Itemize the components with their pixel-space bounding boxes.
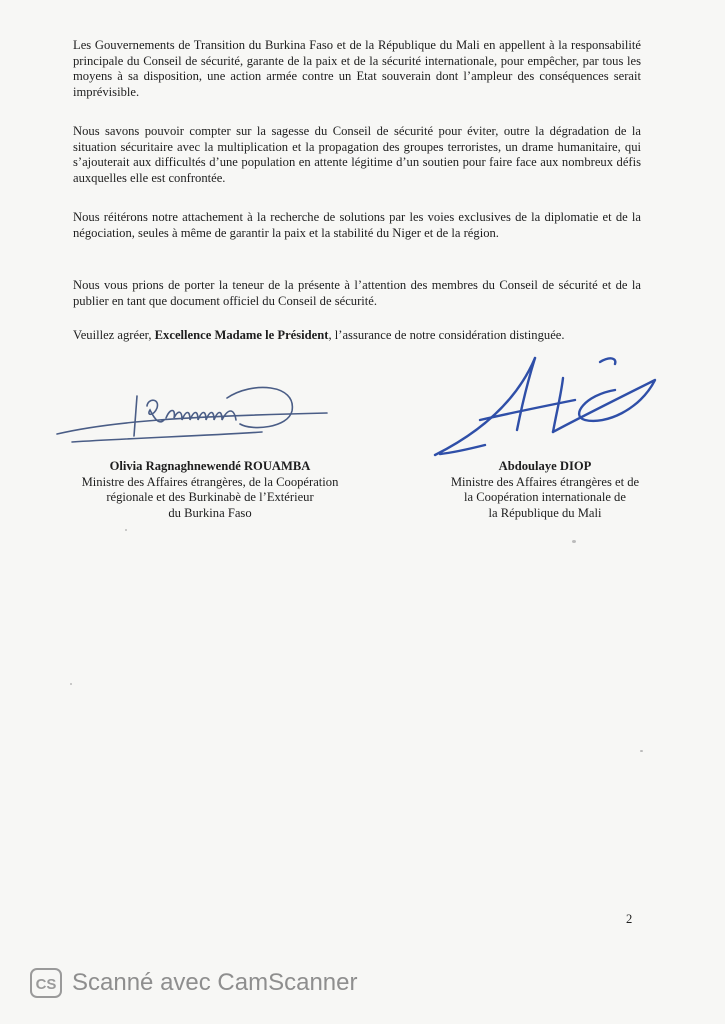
left-signature-image <box>52 376 342 456</box>
scan-speck <box>640 750 643 752</box>
closing-paragraph <box>73 328 653 344</box>
paragraph-3: Nous réitérons notre attachement à la recherche de solutions par les voies exclusives de la diplomatie et de la négociation, seules à même de garantir la paix et la stabilité du Niger et de la région. <box>73 210 641 240</box>
closing-text-before: Veuillez agréer, <box>73 328 155 342</box>
right-signature-image <box>425 350 665 470</box>
left-signatory-title-line-2: régionale et des Burkinabè de l’Extérieur <box>106 490 314 505</box>
right-signatory-title-line-3: la République du Mali <box>488 505 602 520</box>
scan-speck <box>125 529 127 531</box>
paragraph-2: Nous savons pouvoir compter sur la sagesse du Conseil de sécurité pour éviter, outre la dégradation de la situation sécuritaire avec la multiplication et la propagation des groupes terroristes, un drame humanitaire, qui s’ajouterait aux difficultés d’une population en attente légitime d’un soutien pour faire face aux nombreux défis auxquelles elle est confrontée. <box>73 124 641 185</box>
left-signatory-title-line-1: Ministre des Affaires étrangères, de la Coopération <box>81 474 339 489</box>
camscanner-logo-text: CS <box>35 976 57 993</box>
right-signatory-block <box>420 459 670 521</box>
closing-salutation: Excellence Madame le Président <box>154 328 329 342</box>
left-signatory-title-line-3: du Burkina Faso <box>168 505 252 520</box>
paragraph-4: Nous vous prions de porter la teneur de la présente à l’attention des membres du Conseil de sécurité et de la publier en tant que document officiel du Conseil de sécurité. <box>73 278 641 308</box>
right-signatory-name: Abdoulaye DIOP <box>498 459 592 473</box>
right-signatory-title-line-2: la Coopération internationale de <box>464 490 626 505</box>
page-number: 2 <box>626 912 633 926</box>
left-signatory-name: Olivia Ragnaghnewendé ROUAMBA <box>109 459 311 473</box>
right-signatory-title-line-1: Ministre des Affaires étrangères et de <box>450 474 640 489</box>
camscanner-logo-icon <box>30 968 62 998</box>
left-signatory-block <box>40 459 380 521</box>
camscanner-watermark: Scanné avec CamScanner <box>72 969 358 996</box>
scan-speck <box>572 540 576 543</box>
paragraph-1: Les Gouvernements de Transition du Burkina Faso et de la République du Mali en appellent à la responsabilité principale du Conseil de sécurité, garante de la paix et de la sécurité internationale, pour empêcher, par tous les moyens à sa disposition, une action armée contre un Etat souverain dont l’ampleur des conséquences serait imprévisible. <box>73 38 641 99</box>
closing-text-after: , l’assurance de notre considération distinguée. <box>328 328 565 342</box>
scan-speck <box>70 683 72 685</box>
